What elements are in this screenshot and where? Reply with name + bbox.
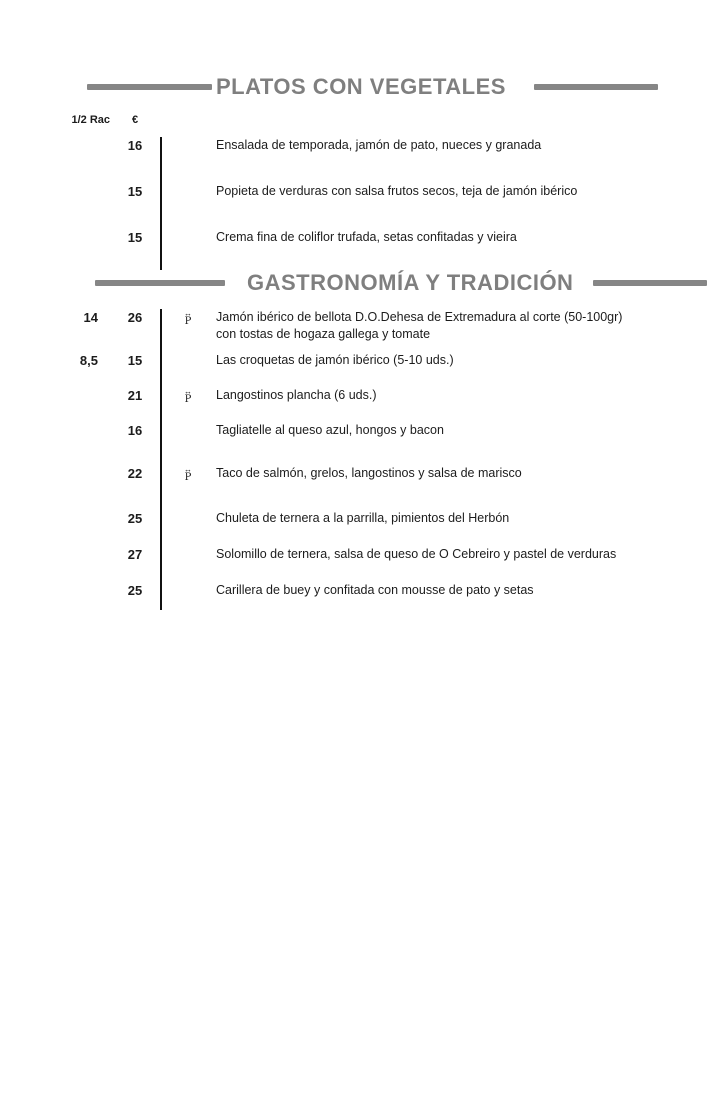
dish-description: Jamón ibérico de bellota D.O.Dehesa de Extremadura al corte (50-100gr) con tostas de hogaza gallega y tomate bbox=[216, 309, 686, 343]
specialty-p-icon bbox=[184, 466, 192, 483]
section-title: PLATOS CON VEGETALES bbox=[216, 74, 506, 99]
section-title: GASTRONOMÍA Y TRADICIÓN bbox=[247, 270, 574, 295]
full-price: 15 bbox=[127, 230, 143, 245]
full-price: 15 bbox=[127, 353, 143, 368]
dish-description-line2: con tostas de hogaza gallega y tomate bbox=[216, 327, 431, 341]
section-header bbox=[95, 270, 707, 296]
column-headers bbox=[0, 114, 724, 127]
header-rule-right bbox=[593, 280, 707, 286]
full-price: 15 bbox=[127, 184, 143, 199]
icon-cell bbox=[160, 309, 216, 327]
dish-description: Chuleta de ternera a la parrilla, pimientos del Herbón bbox=[216, 511, 510, 525]
section-gastronomia-y-tradicion bbox=[0, 270, 724, 610]
full-price: 22 bbox=[127, 466, 143, 481]
specialty-p-icon bbox=[184, 310, 192, 327]
dish-description: Tagliatelle al queso azul, hongos y bacon bbox=[216, 423, 444, 437]
icon-cell bbox=[160, 510, 216, 511]
menu-item-row bbox=[0, 465, 724, 483]
dish-description: Taco de salmón, grelos, langostinos y salsa de marisco bbox=[216, 466, 522, 480]
p-glyph: P bbox=[184, 472, 192, 483]
dish-description: Crema fina de coliflor trufada, setas confitadas y vieira bbox=[216, 230, 517, 244]
price-divider-line bbox=[160, 309, 162, 610]
dish-description: Ensalada de temporada, jamón de pato, nueces y granada bbox=[216, 138, 542, 152]
icon-cell bbox=[160, 229, 216, 230]
menu-items-list bbox=[0, 309, 724, 610]
header-rule-right bbox=[534, 84, 658, 90]
menu-item-row bbox=[0, 582, 724, 599]
dish-description: Solomillo de ternera, salsa de queso de O Cebreiro y pastel de verduras bbox=[216, 547, 617, 561]
menu-item-row bbox=[0, 510, 724, 527]
section-platos-con-vegetales bbox=[0, 74, 724, 270]
icon-cell bbox=[160, 465, 216, 483]
menu-page bbox=[0, 74, 724, 1098]
icon-cell bbox=[160, 582, 216, 583]
menu-item-row bbox=[0, 309, 724, 343]
arrow-glyph: ↔ bbox=[184, 309, 192, 318]
menu-item-row bbox=[0, 229, 724, 246]
arrow-glyph: ↔ bbox=[184, 465, 192, 474]
menu-item-row bbox=[0, 422, 724, 439]
full-price: 16 bbox=[127, 138, 143, 153]
icon-cell bbox=[160, 387, 216, 405]
column-header-half-ration: 1/2 Rac bbox=[71, 114, 110, 126]
icon-cell bbox=[160, 183, 216, 184]
full-price: 21 bbox=[127, 388, 143, 403]
menu-item-row bbox=[0, 352, 724, 369]
section-header bbox=[87, 74, 658, 100]
menu-item-row bbox=[0, 137, 724, 154]
icon-cell bbox=[160, 546, 216, 547]
menu-items-list bbox=[0, 137, 724, 270]
full-price: 25 bbox=[127, 511, 143, 526]
full-price: 26 bbox=[127, 310, 143, 325]
icon-cell bbox=[160, 422, 216, 423]
icon-cell bbox=[160, 352, 216, 353]
specialty-p-icon bbox=[184, 388, 192, 405]
full-price: 27 bbox=[127, 547, 143, 562]
header-rule-left bbox=[87, 84, 212, 90]
dish-description: Las croquetas de jamón ibérico (5-10 uds.) bbox=[216, 353, 454, 367]
full-price: 25 bbox=[127, 583, 143, 598]
icon-cell bbox=[160, 137, 216, 138]
menu-item-row bbox=[0, 387, 724, 405]
dish-description: Carillera de buey y confitada con mousse de pato y setas bbox=[216, 583, 534, 597]
dish-description: Popieta de verduras con salsa frutos secos, teja de jamón ibérico bbox=[216, 184, 578, 198]
arrow-glyph: ↔ bbox=[184, 387, 192, 396]
price-divider-line bbox=[160, 137, 162, 270]
half-ration-price: 8,5 bbox=[79, 353, 98, 368]
half-ration-price: 14 bbox=[83, 310, 98, 325]
p-glyph: P bbox=[184, 394, 192, 405]
column-header-currency: € bbox=[131, 114, 139, 126]
menu-item-row bbox=[0, 183, 724, 200]
dish-description: Langostinos plancha (6 uds.) bbox=[216, 388, 377, 402]
header-rule-left bbox=[95, 280, 225, 286]
full-price: 16 bbox=[127, 423, 143, 438]
menu-item-row bbox=[0, 546, 724, 563]
p-glyph: P bbox=[184, 316, 192, 327]
